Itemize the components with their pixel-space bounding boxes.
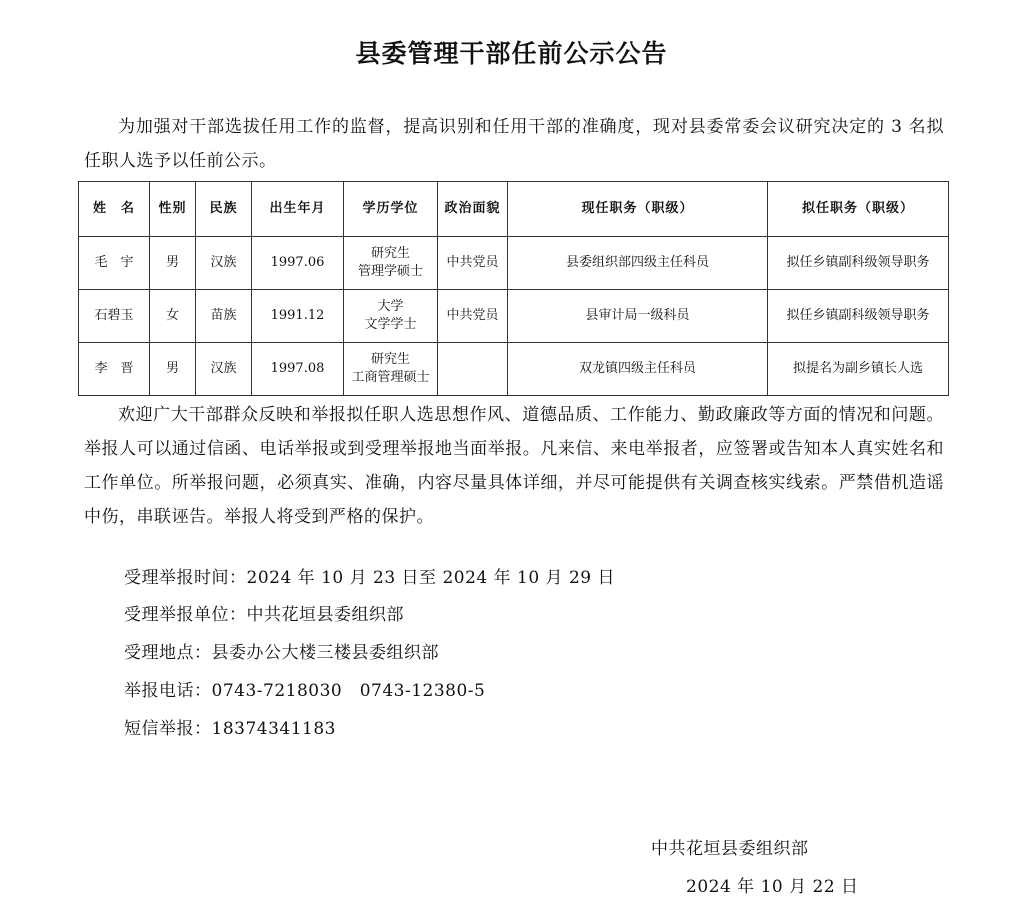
cell-proposed-post: 拟任乡镇副科级领导职务 bbox=[768, 290, 949, 343]
cell-ethnicity: 汉族 bbox=[196, 237, 252, 290]
cell-birth: 1991.12 bbox=[252, 290, 344, 343]
header-name: 姓 名 bbox=[79, 182, 150, 237]
cell-gender: 女 bbox=[150, 290, 196, 343]
report-location: 受理地点：县委办公大楼三楼县委组织部 bbox=[124, 643, 439, 663]
cell-education: 研究生 管理学硕士 bbox=[344, 237, 438, 290]
body-paragraph: 欢迎广大干部群众反映和举报拟任职人选思想作风、道德品质、工作能力、勤政廉政等方面的情况和问题。举报人可以通过信函、电话举报或到受理举报地当面举报。凡来信、来电举报者，应签署或告知本人真实姓名和工作单位。所举报问题，必须真实、准确，内容尽量具体详细，并尽可能提供有关调查核实线索。严禁借机造谣中伤，串联诬告。举报人将受到严格的保护。 bbox=[84, 405, 944, 527]
signature-organization: 中共花垣县委组织部 bbox=[651, 839, 809, 859]
table-header-row bbox=[79, 182, 949, 237]
cell-political bbox=[438, 343, 508, 396]
table-row bbox=[79, 290, 949, 343]
candidate-table bbox=[78, 181, 949, 396]
cell-education: 大学 文学学士 bbox=[344, 290, 438, 343]
cell-proposed-post: 拟提名为副乡镇长人选 bbox=[768, 343, 949, 396]
table-row bbox=[79, 343, 949, 396]
cell-gender: 男 bbox=[150, 343, 196, 396]
cell-proposed-post: 拟任乡镇副科级领导职务 bbox=[768, 237, 949, 290]
header-gender: 性别 bbox=[150, 182, 196, 237]
intro-paragraph: 为加强对干部选拔任用工作的监督，提高识别和任用干部的准确度，现对县委常委会议研究决定的 3 名拟任职人选予以任前公示。 bbox=[84, 117, 944, 171]
report-period: 受理举报时间：2024 年 10 月 23 日至 2024 年 10 月 29 日 bbox=[124, 568, 615, 588]
header-current-post: 现任职务（职级） bbox=[508, 182, 768, 237]
cell-ethnicity: 苗族 bbox=[196, 290, 252, 343]
header-proposed-post: 拟任职务（职级） bbox=[768, 182, 949, 237]
cell-current-post: 县委组织部四级主任科员 bbox=[508, 237, 768, 290]
cell-current-post: 双龙镇四级主任科员 bbox=[508, 343, 768, 396]
report-sms: 短信举报：18374341183 bbox=[124, 719, 336, 739]
signature-date: 2024 年 10 月 22 日 bbox=[686, 877, 859, 897]
cell-name: 石碧玉 bbox=[79, 290, 150, 343]
cell-political: 中共党员 bbox=[438, 237, 508, 290]
cell-ethnicity: 汉族 bbox=[196, 343, 252, 396]
header-birth: 出生年月 bbox=[252, 182, 344, 237]
cell-political: 中共党员 bbox=[438, 290, 508, 343]
cell-birth: 1997.06 bbox=[252, 237, 344, 290]
report-unit: 受理举报单位：中共花垣县委组织部 bbox=[124, 605, 404, 625]
header-education: 学历学位 bbox=[344, 182, 438, 237]
header-political: 政治面貌 bbox=[438, 182, 508, 237]
cell-birth: 1997.08 bbox=[252, 343, 344, 396]
table-row bbox=[79, 237, 949, 290]
cell-education: 研究生 工商管理硕士 bbox=[344, 343, 438, 396]
cell-name: 毛 宇 bbox=[79, 237, 150, 290]
cell-current-post: 县审计局一级科员 bbox=[508, 290, 768, 343]
cell-name: 李 晋 bbox=[79, 343, 150, 396]
report-phone: 举报电话：0743-7218030 0743-12380-5 bbox=[124, 681, 486, 701]
cell-gender: 男 bbox=[150, 237, 196, 290]
page-title: 县委管理干部任前公示公告 bbox=[355, 39, 668, 68]
header-ethnicity: 民族 bbox=[196, 182, 252, 237]
